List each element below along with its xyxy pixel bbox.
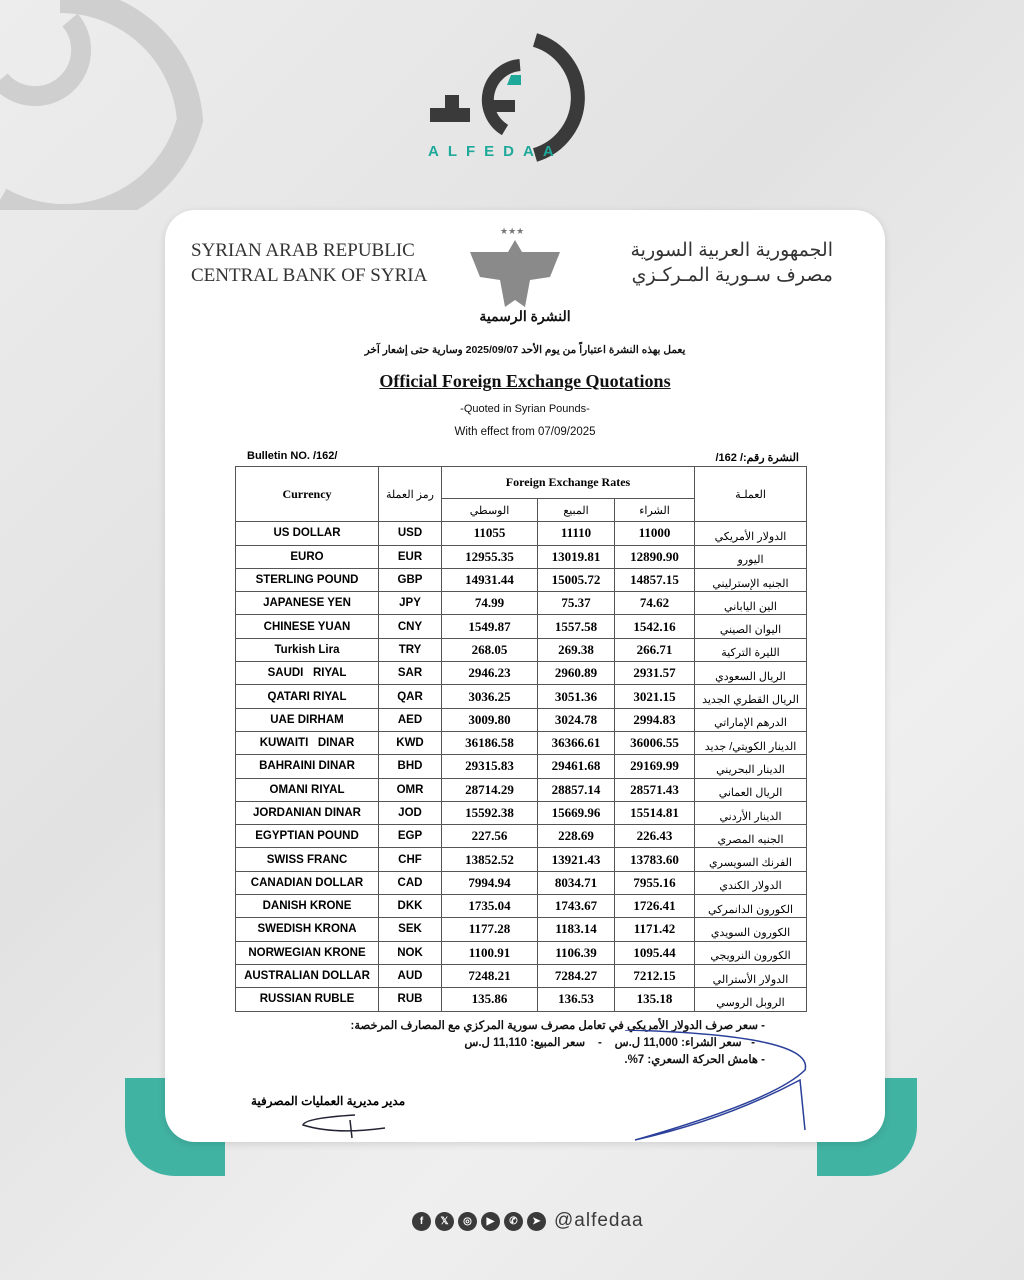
sell-rate: 28857.14: [538, 778, 615, 801]
table-row: [236, 545, 807, 568]
background-decoration: [0, 0, 215, 210]
currency-name: AUSTRALIAN DOLLAR: [236, 964, 379, 987]
currency-name-ar: الدولار الكندي: [695, 871, 807, 894]
currency-name: US DOLLAR: [236, 522, 379, 545]
currency-code: EGP: [379, 825, 442, 848]
currency-code: SAR: [379, 662, 442, 685]
buy-rate: 2994.83: [615, 708, 695, 731]
mid-rate: 1100.91: [442, 941, 538, 964]
currency-code: DKK: [379, 895, 442, 918]
currency-name: SAUDI RIYAL: [236, 662, 379, 685]
currency-name-ar: الريال العماني: [695, 778, 807, 801]
currency-name: UAE DIRHAM: [236, 708, 379, 731]
sell-rate: 7284.27: [538, 964, 615, 987]
mid-rate: 12955.35: [442, 545, 538, 568]
document-title: Official Foreign Exchange Quotations: [379, 371, 671, 391]
mid-rate: 1177.28: [442, 918, 538, 941]
currency-name-ar: الدولار الأمريكي: [695, 522, 807, 545]
header-buy: الشراء: [615, 499, 695, 522]
buy-rate: 1726.41: [615, 895, 695, 918]
currency-name: EURO: [236, 545, 379, 568]
sell-rate: 75.37: [538, 592, 615, 615]
buy-rate: 266.71: [615, 638, 695, 661]
mid-rate: 3036.25: [442, 685, 538, 708]
note-line: - سعر الشراء: 11,000 ل.س - سعر المبيع: 11,110 ل.س: [464, 1037, 755, 1049]
table-row: [236, 755, 807, 778]
signatory-title: مدير مديرية العمليات المصرفية: [251, 1094, 406, 1108]
currency-code: AUD: [379, 964, 442, 987]
header-line: SYRIAN ARAB REPUBLIC: [191, 240, 415, 261]
x-icon[interactable]: 𝕏: [435, 1212, 454, 1231]
table-row: [236, 941, 807, 964]
currency-name-ar: اليوان الصيني: [695, 615, 807, 638]
sell-rate: 8034.71: [538, 871, 615, 894]
currency-name: QATARI RIYAL: [236, 685, 379, 708]
currency-name: DANISH KRONE: [236, 895, 379, 918]
mid-rate: 7248.21: [442, 964, 538, 987]
exchange-rate-table: [235, 466, 807, 1012]
arabic-title: النشرة الرسمية: [479, 308, 571, 324]
buy-rate: 3021.15: [615, 685, 695, 708]
sell-rate: 3024.78: [538, 708, 615, 731]
mid-rate: 3009.80: [442, 708, 538, 731]
table-row: [236, 568, 807, 591]
mid-rate: 268.05: [442, 638, 538, 661]
currency-code: EUR: [379, 545, 442, 568]
header-sell: المبيع: [538, 499, 615, 522]
currency-name: BAHRAINI DINAR: [236, 755, 379, 778]
currency-code: USD: [379, 522, 442, 545]
currency-code: RUB: [379, 988, 442, 1011]
currency-name: NORWEGIAN KRONE: [236, 941, 379, 964]
mid-rate: 14931.44: [442, 568, 538, 591]
currency-name-ar: الين الياباني: [695, 592, 807, 615]
buy-rate: 12890.90: [615, 545, 695, 568]
table-row: [236, 708, 807, 731]
sell-rate: 1557.58: [538, 615, 615, 638]
header-line: الجمهورية العربية السورية: [630, 240, 833, 261]
currency-name: CANADIAN DOLLAR: [236, 871, 379, 894]
logo-text: ALFEDAA: [428, 143, 563, 160]
currency-code: CNY: [379, 615, 442, 638]
whatsapp-icon[interactable]: ✆: [504, 1212, 523, 1231]
sell-rate: 15669.96: [538, 801, 615, 824]
effect-date: With effect from 07/09/2025: [454, 426, 596, 438]
currency-code: KWD: [379, 731, 442, 754]
buy-rate: 36006.55: [615, 731, 695, 754]
currency-name: OMANI RIYAL: [236, 778, 379, 801]
mid-rate: 28714.29: [442, 778, 538, 801]
currency-name: SWEDISH KRONA: [236, 918, 379, 941]
sell-rate: 2960.89: [538, 662, 615, 685]
currency-name-ar: الروبل الروسي: [695, 988, 807, 1011]
sell-rate: 136.53: [538, 988, 615, 1011]
note-line: - سعر صرف الدولار الأمريكي في تعامل مصرف سورية المركزي مع المصارف المرخصة:: [350, 1020, 765, 1032]
sell-rate: 13921.43: [538, 848, 615, 871]
currency-code: OMR: [379, 778, 442, 801]
table-row: [236, 988, 807, 1011]
currency-name-ar: الدينار الأردني: [695, 801, 807, 824]
table-row: [236, 778, 807, 801]
currency-name-ar: الدينار البحريني: [695, 755, 807, 778]
buy-rate: 7955.16: [615, 871, 695, 894]
sell-rate: 29461.68: [538, 755, 615, 778]
header-line: مصرف سـورية المـركـزي: [631, 265, 833, 286]
mid-rate: 1549.87: [442, 615, 538, 638]
table-row: [236, 662, 807, 685]
mid-rate: 1735.04: [442, 895, 538, 918]
arabic-effect-note: يعمل بهذه النشرة اعتباراً من يوم الأحد 2025/09/07 وسارية حتى إشعار آخر: [364, 344, 686, 356]
currency-name: RUSSIAN RUBLE: [236, 988, 379, 1011]
buy-rate: 2931.57: [615, 662, 695, 685]
table-row: [236, 638, 807, 661]
table-row: [236, 615, 807, 638]
table-row: [236, 825, 807, 848]
currency-name: JAPANESE YEN: [236, 592, 379, 615]
arabic-header: [630, 238, 833, 288]
currency-code: JPY: [379, 592, 442, 615]
header-mid: الوسطي: [442, 499, 538, 522]
bulletin-number: Bulletin NO. /162/: [247, 450, 338, 462]
currency-name-ar: الكورون النرويجي: [695, 941, 807, 964]
header-code: رمز العملة: [379, 467, 442, 522]
currency-name-ar: الكورون السويدي: [695, 918, 807, 941]
youtube-icon[interactable]: ▶: [481, 1212, 500, 1231]
table-row: [236, 848, 807, 871]
header-currency: Currency: [236, 467, 379, 522]
currency-name-ar: الجنيه الإسترليني: [695, 568, 807, 591]
signature-stamp: [625, 1030, 825, 1145]
mid-rate: 7994.94: [442, 871, 538, 894]
currency-name-ar: الريال القطري الجديد: [695, 685, 807, 708]
mid-rate: 13852.52: [442, 848, 538, 871]
buy-rate: 29169.99: [615, 755, 695, 778]
sell-rate: 11110: [538, 522, 615, 545]
sell-rate: 269.38: [538, 638, 615, 661]
currency-code: JOD: [379, 801, 442, 824]
currency-name-ar: الفرنك السويسري: [695, 848, 807, 871]
table-row: [236, 871, 807, 894]
mid-rate: 29315.83: [442, 755, 538, 778]
currency-name: SWISS FRANC: [236, 848, 379, 871]
table-row: [236, 895, 807, 918]
currency-name: STERLING POUND: [236, 568, 379, 591]
mid-rate: 74.99: [442, 592, 538, 615]
currency-code: SEK: [379, 918, 442, 941]
table-row: [236, 918, 807, 941]
table-row: [236, 731, 807, 754]
currency-name-ar: الدينار الكويتي/ جديد: [695, 731, 807, 754]
bulletin-document: [165, 210, 885, 1142]
social-handle[interactable]: @alfedaa: [554, 1210, 644, 1231]
signature: [295, 1110, 395, 1140]
sell-rate: 15005.72: [538, 568, 615, 591]
table-row: [236, 592, 807, 615]
buy-rate: 226.43: [615, 825, 695, 848]
currency-name-ar: الكورون الدانمركي: [695, 895, 807, 918]
buy-rate: 7212.15: [615, 964, 695, 987]
header-ar-currency: العملـة: [695, 467, 807, 522]
currency-name: CHINESE YUAN: [236, 615, 379, 638]
buy-rate: 13783.60: [615, 848, 695, 871]
currency-code: GBP: [379, 568, 442, 591]
currency-name: JORDANIAN DINAR: [236, 801, 379, 824]
mid-rate: 36186.58: [442, 731, 538, 754]
telegram-icon[interactable]: ➤: [527, 1212, 546, 1231]
table-row: [236, 964, 807, 987]
currency-name-ar: الدولار الأسترالي: [695, 964, 807, 987]
buy-rate: 28571.43: [615, 778, 695, 801]
currency-name: EGYPTIAN POUND: [236, 825, 379, 848]
buy-rate: 14857.15: [615, 568, 695, 591]
table-row: [236, 685, 807, 708]
buy-rate: 1542.16: [615, 615, 695, 638]
table-row: [236, 522, 807, 545]
svg-text:★★★: ★★★: [500, 226, 525, 236]
sell-rate: 36366.61: [538, 731, 615, 754]
social-bar: [412, 1210, 644, 1232]
sell-rate: 3051.36: [538, 685, 615, 708]
currency-code: BHD: [379, 755, 442, 778]
currency-code: AED: [379, 708, 442, 731]
currency-name-ar: اليورو: [695, 545, 807, 568]
instagram-icon[interactable]: ◎: [458, 1212, 477, 1231]
sell-rate: 1183.14: [538, 918, 615, 941]
currency-name-ar: الليرة التركية: [695, 638, 807, 661]
buy-rate: 1171.42: [615, 918, 695, 941]
currency-name-ar: الريال السعودي: [695, 662, 807, 685]
header-rates: Foreign Exchange Rates: [442, 467, 695, 499]
currency-name-ar: الدرهم الإماراتي: [695, 708, 807, 731]
currency-code: CAD: [379, 871, 442, 894]
facebook-icon[interactable]: f: [412, 1212, 431, 1231]
buy-rate: 135.18: [615, 988, 695, 1011]
mid-rate: 135.86: [442, 988, 538, 1011]
mid-rate: 15592.38: [442, 801, 538, 824]
eagle-emblem: [460, 222, 570, 312]
currency-code: TRY: [379, 638, 442, 661]
buy-rate: 11000: [615, 522, 695, 545]
table-row: [236, 801, 807, 824]
currency-name: KUWAITI DINAR: [236, 731, 379, 754]
buy-rate: 15514.81: [615, 801, 695, 824]
currency-name-ar: الجنيه المصري: [695, 825, 807, 848]
currency-code: CHF: [379, 848, 442, 871]
sell-rate: 13019.81: [538, 545, 615, 568]
mid-rate: 227.56: [442, 825, 538, 848]
sell-rate: 1106.39: [538, 941, 615, 964]
english-header: [191, 238, 427, 288]
subtitle: -Quoted in Syrian Pounds-: [460, 403, 590, 415]
sell-rate: 1743.67: [538, 895, 615, 918]
buy-rate: 74.62: [615, 592, 695, 615]
mid-rate: 11055: [442, 522, 538, 545]
currency-name: Turkish Lira: [236, 638, 379, 661]
currency-code: QAR: [379, 685, 442, 708]
sell-rate: 228.69: [538, 825, 615, 848]
mid-rate: 2946.23: [442, 662, 538, 685]
header-line: CENTRAL BANK OF SYRIA: [191, 265, 428, 286]
bulletin-number-ar: النشرة رقم:/ 162/: [715, 452, 799, 464]
buy-rate: 1095.44: [615, 941, 695, 964]
note-line: - هامش الحركة السعري: 7%.: [624, 1054, 765, 1066]
currency-code: NOK: [379, 941, 442, 964]
